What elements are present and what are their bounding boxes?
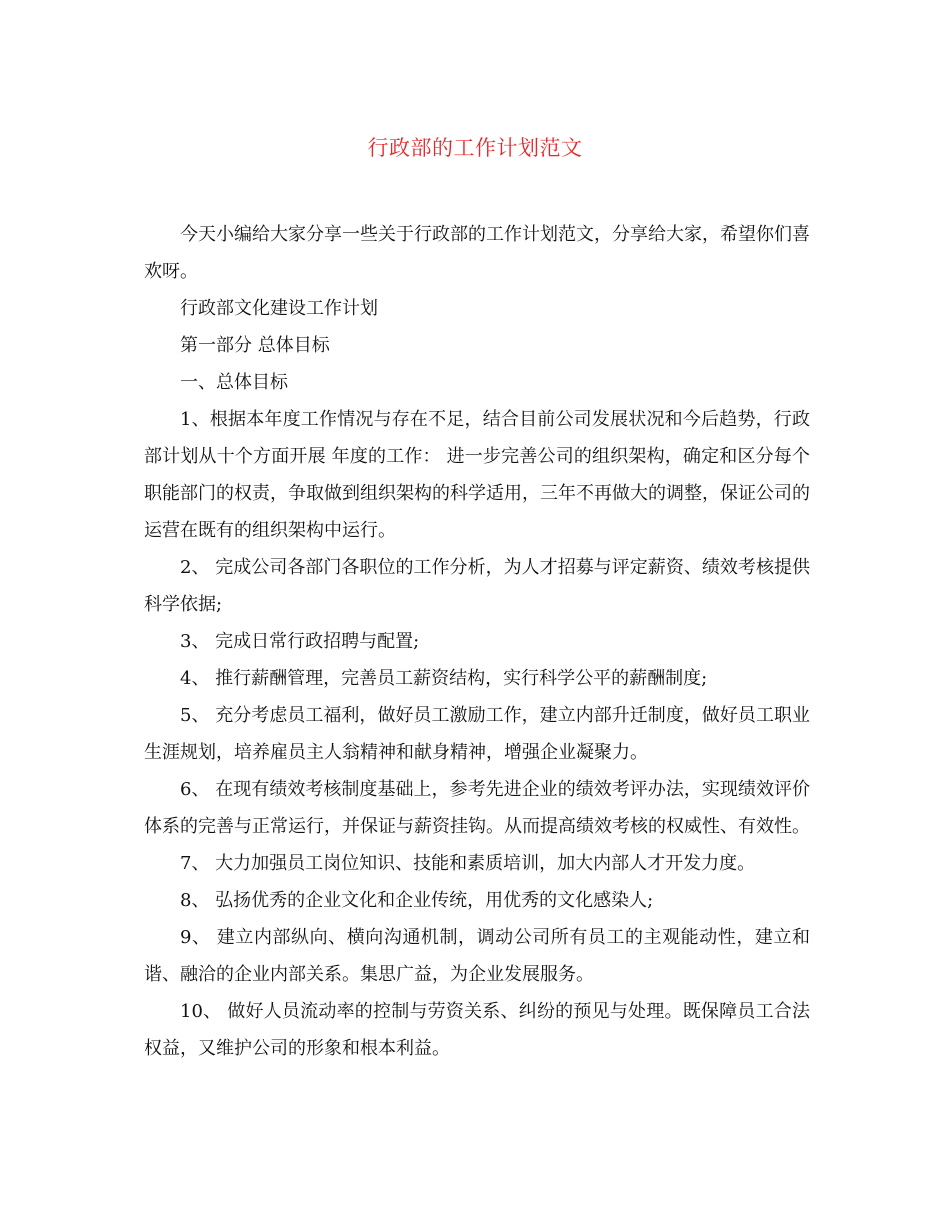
list-item: 8、 弘扬优秀的企业文化和企业传统，用优秀的文化感染人; bbox=[180, 890, 654, 911]
part-heading: 第一部分 总体目标 bbox=[180, 335, 330, 356]
document-title: 行政部的工作计划范文 bbox=[367, 136, 583, 160]
section-heading: 行政部文化建设工作计划 bbox=[180, 298, 378, 319]
list-item: 10、 做好人员流动率的控制与劳资关系、纠纷的预见与处理。既保障员工合法权益，又维护公司的形象和根本利益。 bbox=[144, 1001, 810, 1059]
list-item: 3、 完成日常行政招聘与配置; bbox=[180, 631, 420, 652]
list-item: 7、 大力加强员工岗位知识、技能和素质培训，加大内部人才开发力度。 bbox=[180, 853, 756, 874]
subsection-heading: 一、总体目标 bbox=[180, 372, 288, 393]
list-item: 6、 在现有绩效考核制度基础上，参考先进企业的绩效考评办法，实现绩效评价体系的完善与正常运行，并保证与薪资挂钩。从而提高绩效考核的权威性、有效性。 bbox=[144, 779, 810, 837]
document-body bbox=[144, 216, 810, 1067]
list-item: 4、 推行薪酬管理，完善员工薪资结构，实行科学公平的薪酬制度; bbox=[180, 668, 708, 689]
list-item: 9、 建立内部纵向、横向沟通机制，调动公司所有员工的主观能动性，建立和谐、融洽的企业内部关系。集思广益，为企业发展服务。 bbox=[144, 927, 810, 985]
list-item: 2、 完成公司各部门各职位的工作分析，为人才招募与评定薪资、绩效考核提供科学依据; bbox=[144, 557, 810, 615]
list-item: 1、根据本年度工作情况与存在不足，结合目前公司发展状况和今后趋势，行政部计划从十个方面开展 年度的工作： 进一步完善公司的组织架构，确定和区分每个职能部门的权责，争取做到组织架构的科学适用，三年不再做大的调整，保证公司的运营在既有的组织架构中运行。 bbox=[144, 409, 810, 541]
intro-paragraph: 今天小编给大家分享一些关于行政部的工作计划范文，分享给大家，希望你们喜欢呀。 bbox=[144, 224, 810, 282]
list-item: 5、 充分考虑员工福利，做好员工激励工作，建立内部升迁制度，做好员工职业生涯规划，培养雇员主人翁精神和献身精神，增强企业凝聚力。 bbox=[144, 705, 810, 763]
